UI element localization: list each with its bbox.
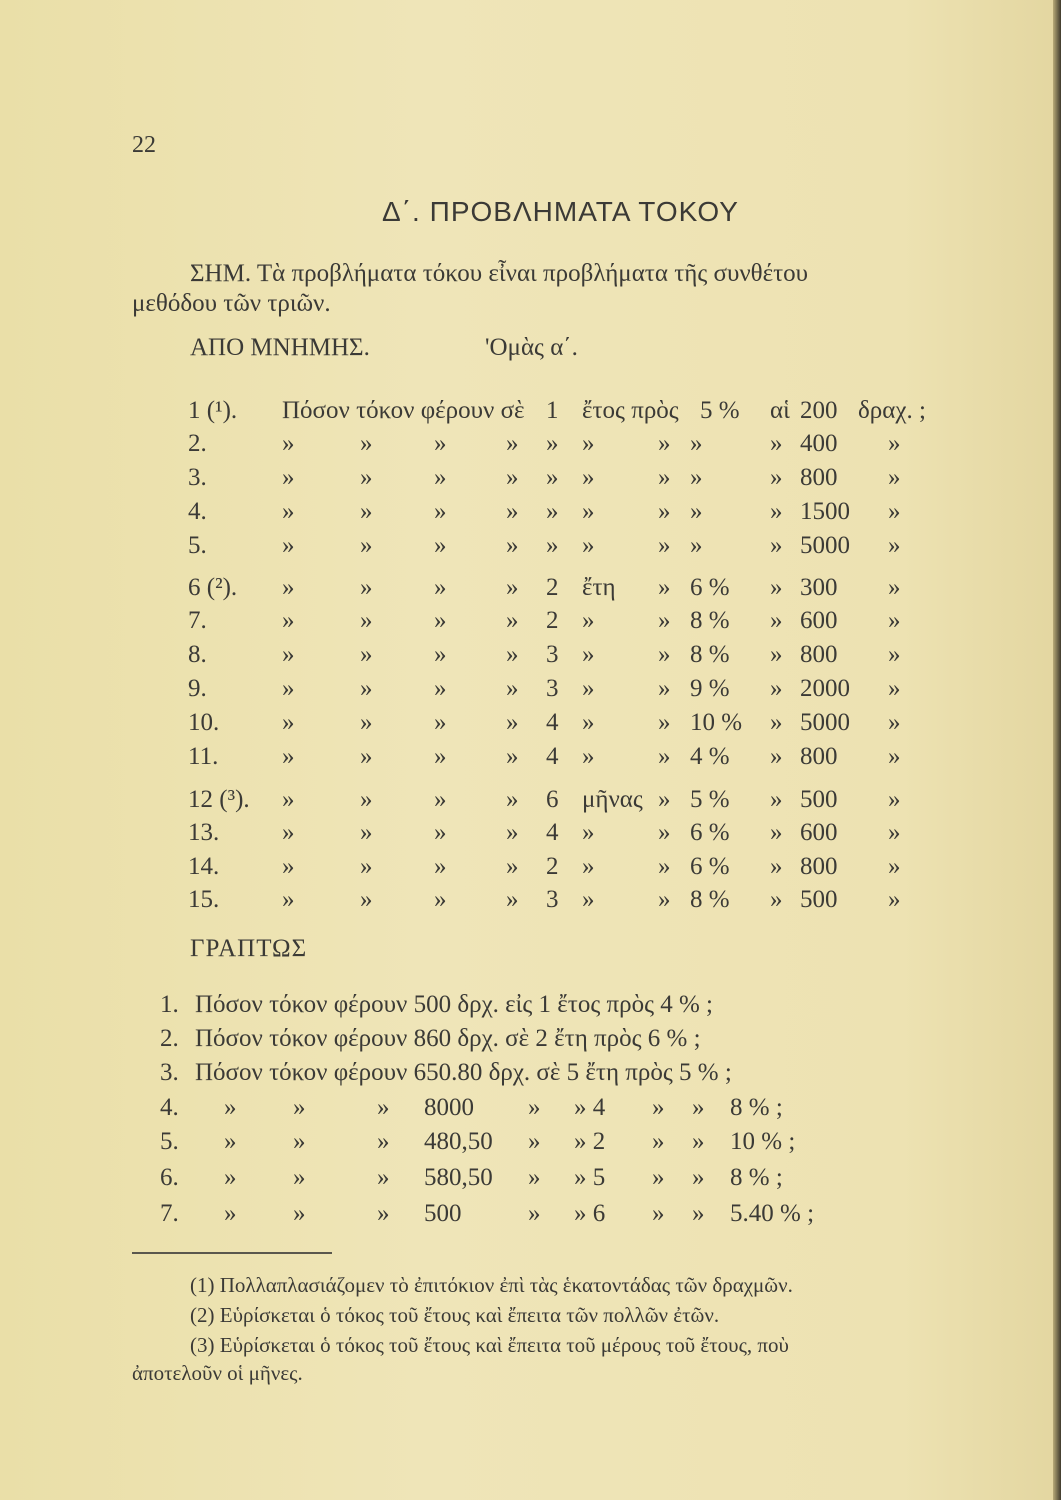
written-cell-q2: » bbox=[293, 1094, 306, 1121]
oral-cell-q2: » bbox=[360, 786, 373, 813]
oral-cell-rate: 8 % bbox=[690, 886, 730, 913]
section-heading-written: ΓΡΑΠΤΩΣ bbox=[190, 935, 308, 962]
oral-cell-q2: » bbox=[360, 532, 373, 559]
oral-cell-end: » bbox=[888, 498, 901, 525]
oral-cell-amount: 800 bbox=[800, 743, 838, 770]
oral-cell-q7: » bbox=[658, 498, 671, 525]
oral-cell-unit: ἔτος πρὸς bbox=[582, 397, 679, 424]
written-cell-amount: 8000 bbox=[424, 1094, 474, 1121]
oral-cell-q2: » bbox=[360, 853, 373, 880]
oral-cell-period: 3 bbox=[546, 886, 559, 913]
oral-cell-period: 3 bbox=[546, 641, 559, 668]
written-problem-text: Πόσον τόκον φέρουν 500 δρχ. εἰς 1 ἔτος πρὸς 4 % ; bbox=[195, 991, 714, 1018]
oral-cell-q2: » bbox=[360, 464, 373, 491]
written-cell-rate: 5.40 % ; bbox=[730, 1200, 815, 1227]
oral-cell-q1: » bbox=[282, 675, 295, 702]
oral-cell-q9: » bbox=[770, 574, 783, 601]
oral-cell-period: » bbox=[546, 430, 559, 457]
oral-cell-amount: 200 bbox=[800, 397, 838, 424]
oral-cell-q7: » bbox=[658, 574, 671, 601]
oral-cell-num: 6 (²). bbox=[188, 574, 238, 601]
oral-cell-rate: » bbox=[690, 532, 703, 559]
oral-cell-num: 8. bbox=[188, 641, 207, 668]
oral-cell-q2: » bbox=[360, 886, 373, 913]
oral-cell-q3: » bbox=[434, 819, 447, 846]
oral-cell-unit: » bbox=[582, 886, 595, 913]
written-cell-rate: 8 % ; bbox=[730, 1164, 783, 1191]
oral-cell-q9: » bbox=[770, 743, 783, 770]
footnote-divider bbox=[132, 1252, 332, 1254]
oral-cell-q7: » bbox=[658, 430, 671, 457]
written-cell-amount: 480,50 bbox=[424, 1128, 493, 1155]
footnote-3: (3) Εὑρίσκεται ὁ τόκος τοῦ ἔτους καὶ ἔπειτα τοῦ μέρους τοῦ ἔτους, ποὺ bbox=[190, 1333, 789, 1357]
oral-cell-q9: » bbox=[770, 532, 783, 559]
oral-cell-rate: 6 % bbox=[690, 853, 730, 880]
written-cell-q4: » bbox=[528, 1128, 541, 1155]
oral-cell-q4: » bbox=[506, 886, 519, 913]
written-cell-q3: » bbox=[377, 1164, 390, 1191]
written-cell-q5: » bbox=[652, 1164, 665, 1191]
oral-cell-q9: αἱ bbox=[770, 397, 790, 424]
oral-cell-rate: 10 % bbox=[690, 709, 743, 736]
oral-cell-period: » bbox=[546, 464, 559, 491]
oral-cell-q2: » bbox=[360, 675, 373, 702]
oral-cell-q1: » bbox=[282, 430, 295, 457]
oral-cell-q1: » bbox=[282, 464, 295, 491]
written-cell-q6: » bbox=[692, 1164, 705, 1191]
oral-cell-period: 2 bbox=[546, 607, 559, 634]
oral-cell-q9: » bbox=[770, 786, 783, 813]
oral-cell-rate: 9 % bbox=[690, 675, 730, 702]
oral-cell-q9: » bbox=[770, 675, 783, 702]
oral-cell-q1: » bbox=[282, 607, 295, 634]
oral-cell-rate: 8 % bbox=[690, 607, 730, 634]
oral-cell-q3: » bbox=[434, 430, 447, 457]
written-cell-rate: 8 % ; bbox=[730, 1094, 783, 1121]
oral-cell-amount: 5000 bbox=[800, 532, 850, 559]
oral-cell-q4: » bbox=[506, 819, 519, 846]
oral-cell-unit: » bbox=[582, 498, 595, 525]
oral-cell-unit: » bbox=[582, 430, 595, 457]
oral-cell-q4: » bbox=[506, 574, 519, 601]
oral-cell-amount: 800 bbox=[800, 853, 838, 880]
oral-cell-q3: » bbox=[434, 607, 447, 634]
written-problem-number: 4. bbox=[160, 1094, 179, 1121]
oral-cell-q7: » bbox=[658, 886, 671, 913]
oral-cell-amount: 800 bbox=[800, 641, 838, 668]
oral-cell-q9: » bbox=[770, 464, 783, 491]
footnote-3-continued: ἀποτελοῦν οἱ μῆνες. bbox=[132, 1361, 303, 1385]
group-label: 'Ομὰς α΄. bbox=[485, 334, 578, 361]
oral-cell-rate: » bbox=[690, 498, 703, 525]
written-cell-q6: » bbox=[692, 1094, 705, 1121]
oral-cell-rate: » bbox=[690, 430, 703, 457]
oral-cell-q2: » bbox=[360, 607, 373, 634]
oral-cell-q3: » bbox=[434, 743, 447, 770]
oral-cell-amount: 500 bbox=[800, 786, 838, 813]
oral-cell-unit: » bbox=[582, 819, 595, 846]
written-cell-period: » 2 bbox=[574, 1128, 606, 1155]
written-problem-number: 1. bbox=[160, 991, 179, 1018]
page-number: 22 bbox=[132, 132, 156, 158]
written-cell-q5: » bbox=[652, 1094, 665, 1121]
oral-cell-rate: 5 % bbox=[690, 786, 730, 813]
written-cell-q2: » bbox=[293, 1128, 306, 1155]
oral-cell-num: 14. bbox=[188, 853, 220, 880]
oral-cell-q7: » bbox=[658, 853, 671, 880]
written-cell-q3: » bbox=[377, 1094, 390, 1121]
oral-cell-q4: » bbox=[506, 641, 519, 668]
oral-cell-num: 13. bbox=[188, 819, 220, 846]
written-cell-period: » 4 bbox=[574, 1094, 606, 1121]
footnote-1: (1) Πολλαπλασιάζομεν τὸ ἐπιτόκιον ἐπὶ τὰς ἑκατοντάδας τῶν δραχμῶν. bbox=[190, 1273, 793, 1297]
oral-cell-end: » bbox=[888, 786, 901, 813]
oral-cell-q4: » bbox=[506, 743, 519, 770]
written-cell-q3: » bbox=[377, 1200, 390, 1227]
oral-cell-amount: 1500 bbox=[800, 498, 850, 525]
oral-cell-rate: 8 % bbox=[690, 641, 730, 668]
written-cell-q1: » bbox=[224, 1200, 237, 1227]
oral-cell-num: 12 (³). bbox=[188, 786, 250, 813]
oral-cell-unit: » bbox=[582, 743, 595, 770]
written-cell-q1: » bbox=[224, 1164, 237, 1191]
oral-cell-q1: » bbox=[282, 498, 295, 525]
oral-cell-q3: » bbox=[434, 641, 447, 668]
oral-cell-q9: » bbox=[770, 886, 783, 913]
oral-cell-q1: » bbox=[282, 641, 295, 668]
oral-cell-q7: » bbox=[658, 641, 671, 668]
oral-cell-num: 4. bbox=[188, 498, 207, 525]
oral-cell-q3: » bbox=[434, 464, 447, 491]
oral-cell-q4: » bbox=[506, 464, 519, 491]
oral-cell-period: » bbox=[546, 532, 559, 559]
oral-cell-q1: » bbox=[282, 709, 295, 736]
written-problem-text: Πόσον τόκον φέρουν 860 δρχ. σὲ 2 ἔτη πρὸς 6 % ; bbox=[195, 1025, 701, 1052]
chapter-title: Δ΄. ΠΡΟΒΛΗΜΑΤΑ ΤΟΚΟΥ bbox=[382, 196, 739, 227]
oral-cell-q4: » bbox=[506, 709, 519, 736]
oral-cell-num: 5. bbox=[188, 532, 207, 559]
note-line-1: ΣΗΜ. Τὰ προβλήματα τόκου εἶναι προβλήματα τῆς συνθέτου bbox=[190, 260, 809, 287]
written-cell-q4: » bbox=[528, 1200, 541, 1227]
oral-cell-num: 2. bbox=[188, 430, 207, 457]
written-cell-period: » 6 bbox=[574, 1200, 606, 1227]
written-cell-q5: » bbox=[652, 1128, 665, 1155]
oral-cell-end: » bbox=[888, 430, 901, 457]
oral-cell-q1: » bbox=[282, 532, 295, 559]
oral-cell-q3: » bbox=[434, 498, 447, 525]
oral-cell-q7: » bbox=[658, 532, 671, 559]
oral-cell-q7: » bbox=[658, 743, 671, 770]
written-cell-q2: » bbox=[293, 1164, 306, 1191]
oral-cell-num: 11. bbox=[188, 743, 219, 770]
oral-cell-num: 15. bbox=[188, 886, 220, 913]
oral-cell-q7: » bbox=[658, 786, 671, 813]
written-cell-amount: 500 bbox=[424, 1200, 462, 1227]
oral-cell-q1: » bbox=[282, 743, 295, 770]
oral-cell-period: 1 bbox=[546, 397, 559, 424]
oral-cell-q2: » bbox=[360, 498, 373, 525]
written-cell-amount: 580,50 bbox=[424, 1164, 493, 1191]
oral-cell-end: » bbox=[888, 532, 901, 559]
oral-cell-q4: » bbox=[506, 607, 519, 634]
footnote-2: (2) Εὑρίσκεται ὁ τόκος τοῦ ἔτους καὶ ἔπειτα τῶν πολλῶν ἐτῶν. bbox=[190, 1303, 720, 1327]
oral-cell-end: » bbox=[888, 819, 901, 846]
oral-cell-end: » bbox=[888, 709, 901, 736]
oral-cell-q2: » bbox=[360, 641, 373, 668]
oral-cell-period: 2 bbox=[546, 574, 559, 601]
oral-cell-q9: » bbox=[770, 819, 783, 846]
oral-cell-q4: » bbox=[506, 498, 519, 525]
oral-cell-end: » bbox=[888, 641, 901, 668]
oral-cell-q1: » bbox=[282, 886, 295, 913]
oral-cell-unit: » bbox=[582, 464, 595, 491]
oral-cell-q4: » bbox=[506, 786, 519, 813]
written-cell-q4: » bbox=[528, 1164, 541, 1191]
oral-cell-q1: » bbox=[282, 574, 295, 601]
oral-cell-q7: » bbox=[658, 607, 671, 634]
oral-cell-amount: 600 bbox=[800, 819, 838, 846]
oral-cell-q2: » bbox=[360, 574, 373, 601]
written-cell-period: » 5 bbox=[574, 1164, 606, 1191]
note-line-2: μεθόδου τῶν τριῶν. bbox=[132, 290, 331, 317]
oral-cell-rate: 6 % bbox=[690, 574, 730, 601]
oral-cell-end: » bbox=[888, 607, 901, 634]
oral-cell-period: » bbox=[546, 498, 559, 525]
oral-cell-end: » bbox=[888, 675, 901, 702]
oral-cell-q4: » bbox=[506, 675, 519, 702]
oral-cell-unit: » bbox=[582, 532, 595, 559]
oral-cell-amount: 400 bbox=[800, 430, 838, 457]
oral-cell-amount: 300 bbox=[800, 574, 838, 601]
oral-cell-num: 10. bbox=[188, 709, 220, 736]
oral-cell-q1: » bbox=[282, 819, 295, 846]
oral-cell-q9: » bbox=[770, 607, 783, 634]
oral-cell-unit: » bbox=[582, 607, 595, 634]
oral-cell-amount: 5000 bbox=[800, 709, 850, 736]
oral-cell-num: 9. bbox=[188, 675, 207, 702]
oral-cell-q4: » bbox=[506, 853, 519, 880]
oral-cell-period: 4 bbox=[546, 709, 559, 736]
written-cell-q2: » bbox=[293, 1200, 306, 1227]
oral-cell-end: » bbox=[888, 574, 901, 601]
oral-cell-q9: » bbox=[770, 498, 783, 525]
oral-cell-num: 1 (¹). bbox=[188, 397, 238, 424]
oral-cell-q2: » bbox=[360, 743, 373, 770]
oral-cell-q3: » bbox=[434, 675, 447, 702]
oral-cell-unit: » bbox=[582, 709, 595, 736]
oral-cell-unit: μῆνας bbox=[582, 786, 643, 813]
oral-cell-q9: » bbox=[770, 430, 783, 457]
oral-cell-end: » bbox=[888, 743, 901, 770]
oral-cell-period: 6 bbox=[546, 786, 559, 813]
written-problem-text: Πόσον τόκον φέρουν 650.80 δρχ. σὲ 5 ἔτη πρὸς 5 % ; bbox=[195, 1059, 732, 1086]
written-problem-number: 6. bbox=[160, 1164, 179, 1191]
oral-cell-period: 4 bbox=[546, 819, 559, 846]
oral-cell-period: 4 bbox=[546, 743, 559, 770]
oral-cell-q3: » bbox=[434, 853, 447, 880]
section-heading-memory: ΑΠΟ ΜΝΗΜΗΣ. bbox=[190, 334, 370, 361]
oral-cell-q2: » bbox=[360, 709, 373, 736]
oral-cell-q4: » bbox=[506, 532, 519, 559]
oral-cell-rate: 6 % bbox=[690, 819, 730, 846]
oral-cell-period: 3 bbox=[546, 675, 559, 702]
oral-cell-q7: » bbox=[658, 709, 671, 736]
oral-cell-q4: » bbox=[506, 430, 519, 457]
oral-cell-rate: 4 % bbox=[690, 743, 730, 770]
written-cell-q3: » bbox=[377, 1128, 390, 1155]
written-problem-number: 5. bbox=[160, 1128, 179, 1155]
oral-cell-q7: » bbox=[658, 464, 671, 491]
written-cell-rate: 10 % ; bbox=[730, 1128, 796, 1155]
oral-cell-q1: » bbox=[282, 853, 295, 880]
oral-cell-end: » bbox=[888, 853, 901, 880]
written-cell-q4: » bbox=[528, 1094, 541, 1121]
oral-cell-end: » bbox=[888, 886, 901, 913]
oral-cell-q9: » bbox=[770, 709, 783, 736]
written-cell-q6: » bbox=[692, 1128, 705, 1155]
oral-cell-q7: » bbox=[658, 819, 671, 846]
oral-cell-q3: » bbox=[434, 886, 447, 913]
written-problem-number: 2. bbox=[160, 1025, 179, 1052]
oral-cell-num: 7. bbox=[188, 607, 207, 634]
oral-cell-amount: 500 bbox=[800, 886, 838, 913]
oral-cell-q1: » bbox=[282, 786, 295, 813]
oral-cell-unit: » bbox=[582, 675, 595, 702]
written-problem-number: 3. bbox=[160, 1059, 179, 1086]
written-cell-q1: » bbox=[224, 1094, 237, 1121]
written-cell-q6: » bbox=[692, 1200, 705, 1227]
oral-cell-unit: ἔτη bbox=[582, 574, 616, 601]
oral-cell-amount: 2000 bbox=[800, 675, 850, 702]
oral-cell-end: » bbox=[888, 464, 901, 491]
oral-cell-q9: » bbox=[770, 641, 783, 668]
oral-cell-period: 2 bbox=[546, 853, 559, 880]
oral-cell-q7: » bbox=[658, 675, 671, 702]
oral-cell-amount: 800 bbox=[800, 464, 838, 491]
oral-cell-num: 3. bbox=[188, 464, 207, 491]
oral-cell-amount: 600 bbox=[800, 607, 838, 634]
written-cell-q1: » bbox=[224, 1128, 237, 1155]
oral-cell-q3: » bbox=[434, 574, 447, 601]
oral-cell-q3: » bbox=[434, 709, 447, 736]
oral-cell-q2: » bbox=[360, 430, 373, 457]
written-problem-number: 7. bbox=[160, 1200, 179, 1227]
oral-cell-q3: » bbox=[434, 786, 447, 813]
oral-cell-rate: 5 % bbox=[700, 397, 740, 424]
oral-cell-unit: » bbox=[582, 853, 595, 880]
oral-cell-q9: » bbox=[770, 853, 783, 880]
oral-cell-q3: » bbox=[434, 532, 447, 559]
oral-cell-end: δραχ. ; bbox=[858, 397, 926, 424]
oral-cell-q2: » bbox=[360, 819, 373, 846]
oral-cell-unit: » bbox=[582, 641, 595, 668]
oral-cell-rate: » bbox=[690, 464, 703, 491]
oral-cell-q1: Πόσον τόκον φέρουν σὲ bbox=[282, 397, 525, 424]
written-cell-q5: » bbox=[652, 1200, 665, 1227]
